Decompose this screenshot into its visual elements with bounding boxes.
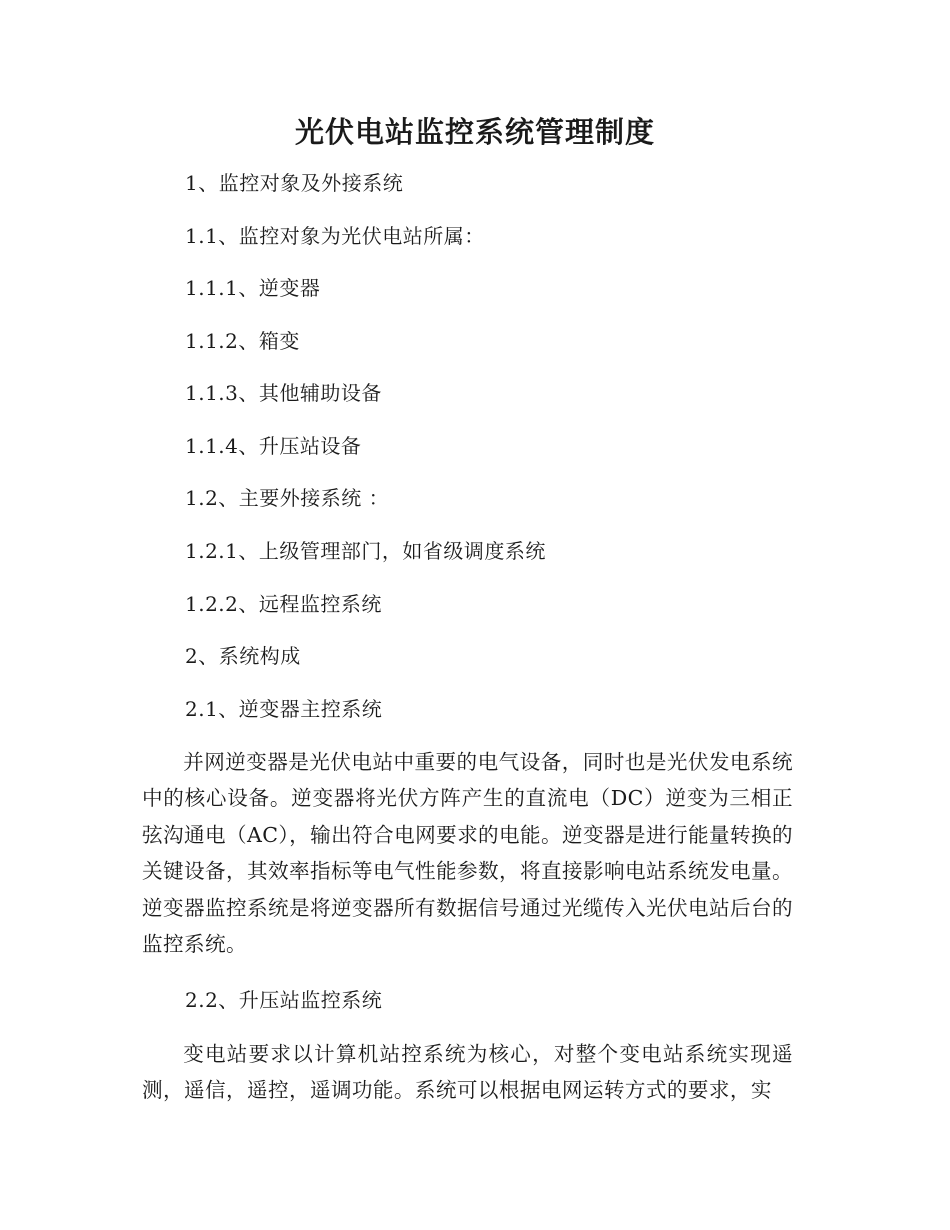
heading-1-1: 1.1、监控对象为光伏电站所属： bbox=[185, 224, 485, 248]
item-1-1-1: 1.1.1、逆变器 bbox=[185, 276, 321, 300]
item-1-1-4: 1.1.4、升压站设备 bbox=[185, 434, 362, 458]
item-1-1-3: 1.1.3、其他辅助设备 bbox=[185, 381, 382, 405]
item-1-2-1: 1.2.1、上级管理部门，如省级调度系统 bbox=[185, 539, 546, 563]
heading-1-2: 1.2、主要外接系统 ： bbox=[185, 486, 390, 510]
paragraph-substation: 变电站要求以计算机站控系统为核心，对整个变电站系统实现遥测，遥信，遥控，遥调功能。系统可以根据电网运转方式的要求，实 bbox=[142, 1042, 793, 1103]
document-title: 光伏电站监控系统管理制度 bbox=[294, 115, 655, 149]
item-1-1-2: 1.1.2、箱变 bbox=[185, 329, 300, 353]
paragraph-inverter: 并网逆变器是光伏电站中重要的电气设备，同时也是光伏发电系统中的核心设备。逆变器将光伏方阵产生的直流电（DC）逆变为三相正弦沟通电（AC），输出符合电网要求的电能。逆变器是进行能量转换的关键设备，其效率指标等电气性能参数，将直接影响电站系统发电量。逆变器监控系统是将逆变器所有数据信号通过光缆传入光伏电站后台的监控系统。 bbox=[142, 750, 793, 957]
heading-1: 1、监控对象及外接系统 bbox=[185, 171, 404, 195]
item-1-2-2: 1.2.2、远程监控系统 bbox=[185, 592, 382, 616]
heading-2-1: 2.1、逆变器主控系统 bbox=[185, 697, 383, 721]
heading-2: 2、系统构成 bbox=[185, 644, 301, 668]
heading-2-2: 2.2、升压站监控系统 bbox=[185, 988, 383, 1012]
